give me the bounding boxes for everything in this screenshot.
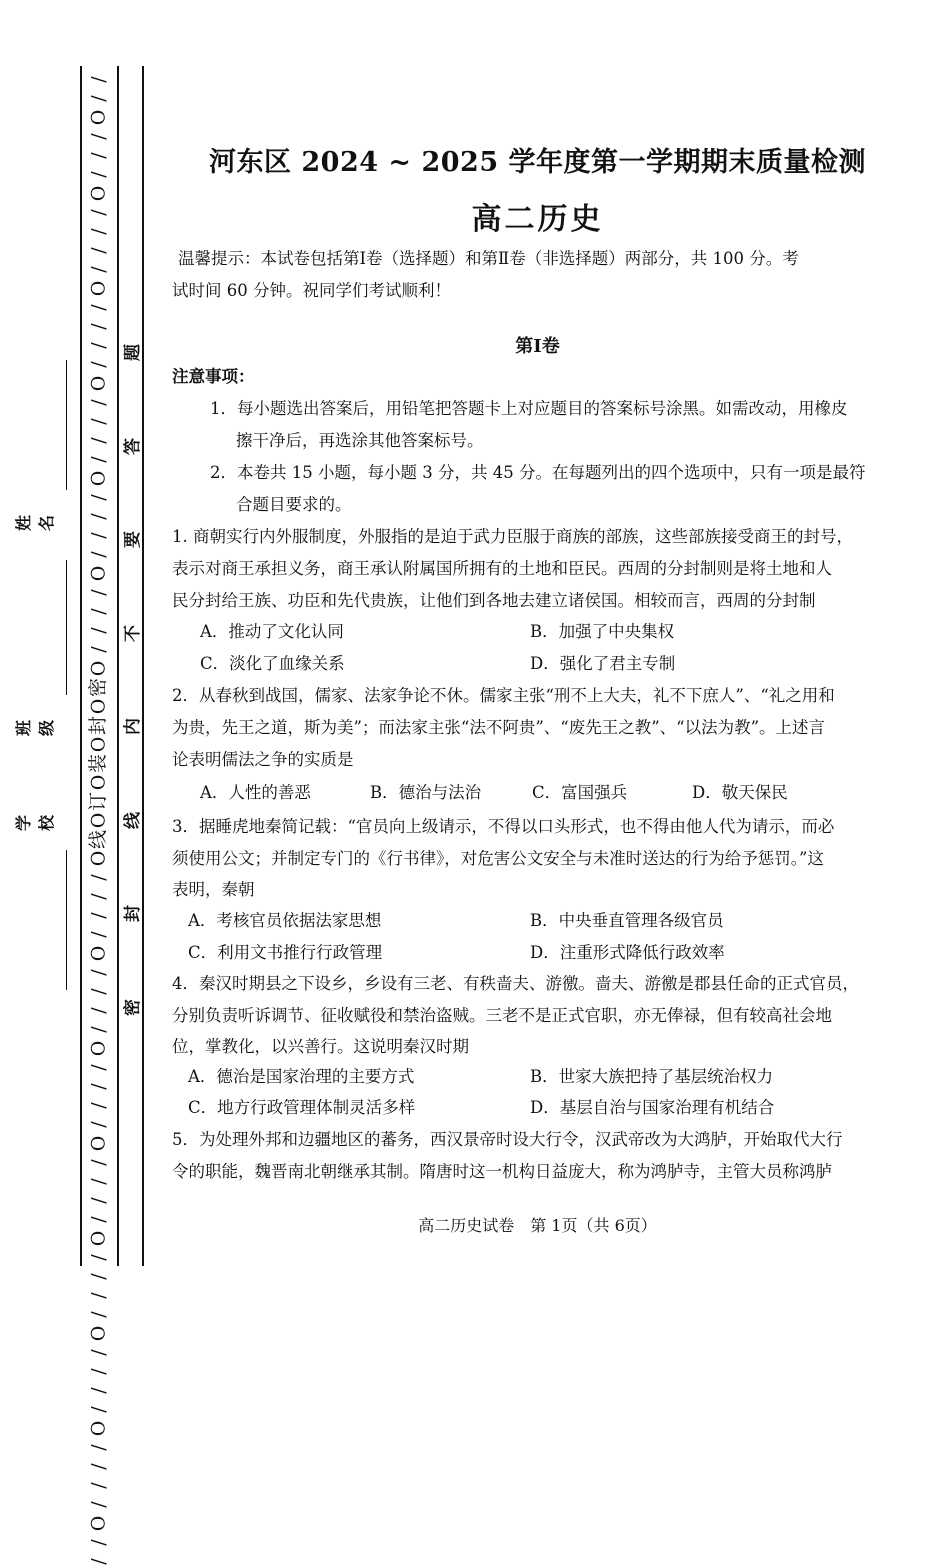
tips-line-2: 试时间 60 分钟。祝同学们考试顺利！ (172, 281, 451, 300)
seal-circle: O (87, 470, 110, 487)
notice-item-1-line-1: 1．每小题选出答案后，用铅笔把答题卡上对应题目的答案标号涂黑。如需改动，用橡皮 (210, 399, 848, 418)
seal-slash: / (87, 304, 110, 311)
seal-circle: O (87, 736, 110, 753)
name-label: 姓名 (14, 515, 56, 532)
seal-slash: / (87, 874, 110, 881)
seal-slash: / (87, 1178, 110, 1185)
seal-slash: / (87, 1311, 110, 1318)
seal-slash: / (87, 1482, 110, 1489)
seal-line (84, 70, 114, 1565)
warning-char: 要 (122, 531, 143, 549)
seal-slash: / (87, 988, 110, 995)
seal-slash: / (87, 532, 110, 539)
seal-circle: O (87, 698, 110, 715)
seal-slash: / (87, 1197, 110, 1204)
seal-slash: / (87, 76, 110, 83)
warning-char: 封 (122, 905, 143, 923)
seal-circle: O (87, 1420, 110, 1437)
warning-char: 线 (122, 811, 143, 829)
seal-slash: / (87, 1121, 110, 1128)
notice-item-1-line-2: 擦干净后，再选涂其他答案标号。 (236, 431, 484, 450)
seal-slash: / (87, 589, 110, 596)
seal-slash: / (87, 627, 110, 634)
seal-slash: / (87, 1292, 110, 1299)
seal-circle: O (87, 812, 110, 829)
exam-title: 河东区 2024 ~ 2025 学年度第一学期期末质量检测 (208, 147, 866, 178)
q3-option-c[interactable]: C．利用文书推行行政管理 (188, 943, 383, 962)
seal-slash: / (87, 1501, 110, 1508)
seal-circle: O (87, 185, 110, 202)
seal-circle: O (87, 1040, 110, 1057)
q1-stem-line-1: 1. 商朝实行内外服制度，外服指的是迫于武力臣服于商族的部族，这些部族接受商王的封号， (172, 527, 853, 546)
q3-option-b[interactable]: B．中央垂直管理各级官员 (530, 911, 724, 930)
q4-option-c[interactable]: C．地方行政管理体制灵活多样 (188, 1098, 416, 1117)
margin-rule-middle (117, 66, 119, 1266)
seal-slash: / (87, 1444, 110, 1451)
seal-char: 密 (87, 677, 110, 698)
page-footer: 高二历史试卷 第 1页（共 6页） (418, 1216, 657, 1235)
q3-option-a[interactable]: A．考核官员依据法家思想 (188, 911, 382, 930)
seal-slash: / (87, 152, 110, 159)
seal-slash: / (87, 95, 110, 102)
name-blank[interactable] (66, 360, 67, 490)
section-title: 第Ⅰ卷 (515, 336, 560, 357)
seal-circle: O (87, 1515, 110, 1532)
seal-slash: / (87, 513, 110, 520)
seal-slash: / (87, 893, 110, 900)
seal-circle: O (87, 1135, 110, 1152)
seal-slash: / (87, 1026, 110, 1033)
seal-slash: / (87, 1368, 110, 1375)
seal-slash: / (87, 1558, 110, 1565)
warning-char: 答 (122, 437, 143, 455)
seal-slash: / (87, 247, 110, 254)
seal-circle: O (87, 774, 110, 791)
seal-slash: / (87, 1064, 110, 1071)
subject-title: 高二历史 (471, 202, 604, 237)
q1-option-a[interactable]: A．推动了文化认同 (200, 622, 344, 641)
seal-slash: / (87, 1254, 110, 1261)
q3-option-d[interactable]: D．注重形式降低行政效率 (530, 943, 725, 962)
school-blank[interactable] (66, 850, 67, 990)
seal-slash: / (87, 171, 110, 178)
seal-slash: / (87, 646, 110, 653)
warning-char: 密 (122, 998, 143, 1016)
seal-slash: / (87, 931, 110, 938)
seal-slash: / (87, 1007, 110, 1014)
seal-char: 装 (87, 753, 110, 774)
seal-slash: / (87, 418, 110, 425)
binding-margin (0, 0, 150, 1565)
tips-line-1: 温馨提示：本试卷包括第Ⅰ卷（选择题）和第Ⅱ卷（非选择题）两部分，共 100 分。考 (178, 249, 799, 268)
q2-option-a[interactable]: A．人性的善恶 (200, 783, 311, 802)
seal-circle: O (87, 565, 110, 582)
seal-circle: O (87, 945, 110, 962)
q1-option-b[interactable]: B．加强了中央集权 (530, 622, 675, 641)
seal-slash: / (87, 1387, 110, 1394)
class-label: 班级 (14, 720, 56, 737)
seal-circle: O (87, 850, 110, 867)
warning-char: 题 (122, 344, 143, 361)
seal-slash: / (87, 1273, 110, 1280)
seal-slash: / (87, 1083, 110, 1090)
seal-slash: / (87, 361, 110, 368)
q1-option-c[interactable]: C．淡化了血缘关系 (200, 654, 345, 673)
seal-slash: / (87, 228, 110, 235)
seal-slash: / (87, 266, 110, 273)
seal-circle: O (87, 1230, 110, 1247)
q1-stem-line-2: 表示对商王承担义务，商王承认附属国所拥有的土地和臣民。西周的分封制则是将土地和人 (172, 559, 832, 578)
seal-circle: O (87, 375, 110, 392)
notice-item-2-line-1: 2．本卷共 15 小题，每小题 3 分，共 45 分。在每题列出的四个选项中，只有一项是最符 (210, 463, 866, 482)
q3-stem-line-2: 须使用公文；并制定专门的《行书律》，对危害公文安全与未准时送达的行为给予惩罚。”这 (172, 849, 824, 868)
q4-stem-line-2: 分别负责听诉调节、征收赋役和禁治盗贼。三老不是正式官职，亦无俸禄，但有较高社会地 (172, 1006, 832, 1025)
q4-stem-line-3: 位，掌教化，以兴善行。这说明秦汉时期 (172, 1037, 469, 1056)
seal-slash: / (87, 1102, 110, 1109)
seal-slash: / (87, 1539, 110, 1546)
no-answer-warning (120, 340, 143, 1020)
seal-slash: / (87, 342, 110, 349)
seal-slash: / (87, 1349, 110, 1356)
seal-slash: / (87, 456, 110, 463)
seal-slash: / (87, 608, 110, 615)
q4-option-d[interactable]: D．基层自治与国家治理有机结合 (530, 1098, 775, 1117)
warning-char: 内 (122, 718, 143, 736)
q3-stem-line-1: 3．据睡虎地秦简记载：“官员向上级请示，不得以口头形式，也不得由他人代为请示，而必 (172, 817, 835, 836)
seal-char: 订 (87, 791, 110, 812)
seal-slash: / (87, 912, 110, 919)
seal-slash: / (87, 1406, 110, 1413)
margin-rule-outer (80, 66, 82, 1266)
seal-slash: / (87, 1216, 110, 1223)
seal-slash: / (87, 551, 110, 558)
school-label: 学校 (14, 815, 56, 832)
q2-option-c[interactable]: C．富国强兵 (532, 783, 628, 802)
seal-slash: / (87, 133, 110, 140)
seal-slash: / (87, 437, 110, 444)
seal-slash: / (87, 323, 110, 330)
q2-option-d[interactable]: D．敬天保民 (692, 783, 788, 802)
q2-option-b[interactable]: B．德治与法治 (370, 783, 482, 802)
q3-stem-line-3: 表明，秦朝 (172, 880, 255, 899)
q5-stem-line-2: 令的职能，魏晋南北朝继承其制。隋唐时这一机构日益庞大，称为鸿胪寺，主管大员称鸿胪 (172, 1162, 832, 1181)
q2-stem-line-3: 论表明儒法之争的实质是 (172, 750, 354, 769)
seal-slash: / (87, 1159, 110, 1166)
notice-item-2-line-2: 合题目要求的。 (236, 495, 352, 514)
q5-stem-line-1: 5．为处理外邦和边疆地区的蕃务，西汉景帝时设大行令，汉武帝改为大鸿胪，开始取代大行 (172, 1130, 843, 1149)
seal-slash: / (87, 209, 110, 216)
seal-char: 线 (87, 829, 110, 850)
class-blank[interactable] (66, 560, 67, 695)
seal-circle: O (87, 660, 110, 677)
notice-title: 注意事项： (172, 367, 255, 386)
q1-stem-line-3: 民分封给王族、功臣和先代贵族，让他们到各地去建立诸侯国。相较而言，西周的分封制 (172, 591, 816, 610)
q4-option-b[interactable]: B．世家大族把持了基层统治权力 (530, 1067, 774, 1086)
seal-circle: O (87, 280, 110, 297)
seal-char: 封 (87, 715, 110, 736)
seal-circle: O (87, 109, 110, 126)
seal-slash: / (87, 969, 110, 976)
margin-rule-inner (142, 66, 144, 1266)
q4-stem-line-1: 4．秦汉时期县之下设乡，乡设有三老、有秩啬夫、游徼。啬夫、游徼是郡县任命的正式官员， (172, 974, 859, 993)
warning-char: 不 (122, 624, 143, 642)
seal-slash: / (87, 494, 110, 501)
q4-option-a[interactable]: A．德治是国家治理的主要方式 (188, 1067, 415, 1086)
q2-stem-line-1: 2．从春秋到战国，儒家、法家争论不休。儒家主张“刑不上大夫，礼不下庶人”、“礼之用和 (172, 686, 835, 705)
seal-slash: / (87, 399, 110, 406)
seal-slash: / (87, 1463, 110, 1470)
q1-option-d[interactable]: D．强化了君主专制 (530, 654, 676, 673)
seal-circle: O (87, 1325, 110, 1342)
q2-stem-line-2: 为贵，先王之道，斯为美”；而法家主张“法不阿贵”、“废先王之教”、“以法为教”。上述言 (172, 718, 826, 737)
